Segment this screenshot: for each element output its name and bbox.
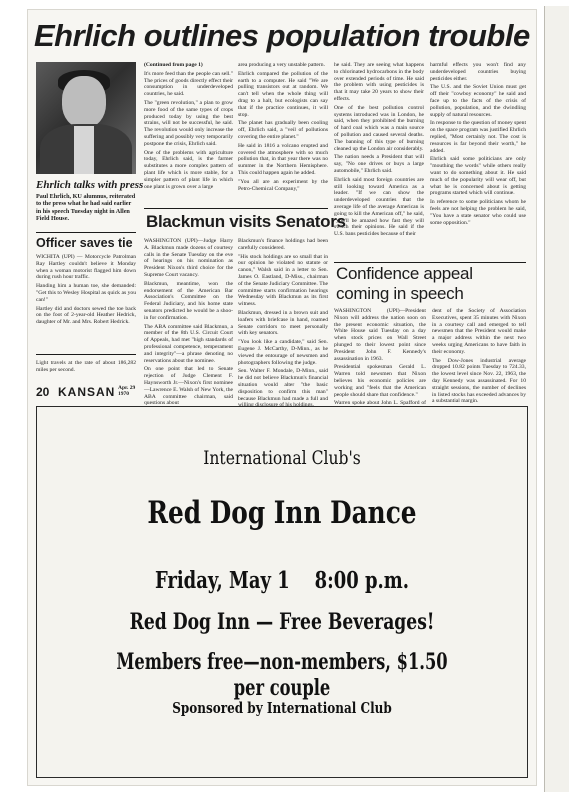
officer-top-rule [36, 232, 136, 233]
officer-headline: Officer saves tie [36, 236, 133, 250]
confidence-headline-line-2: coming in speech [336, 284, 464, 303]
blackmun-column-2: Blackmun's finance holdings had been carefully considered. "His stock holdings are so small that in our opinion he violated no statute or canon," Walsh said in a letter to Sen. James O. Eastland, D-Miss., chairman of the Senate Judiciary Committee. The committee starts confirmation hearings Wednesday with Blackmun as its first witness. Blackmun, dressed in a brown suit and loafers with briefcase in hand, roamed Senate corridors to meet personally with key senators. "You look like a candidate," said Sen. Eugene J. McCarthy, D-Minn., as he viewed the entourage of newsmen and photographers following the judge. Sen. Walter F. Mondale, D-Minn., said he did not believe Blackmun's financial situation would alter "the basic disposition to confirm this man" because Blackmun had made a full and [238, 238, 328, 402]
confidence-headline-line-1: Confidence appeal [336, 264, 473, 283]
page-folio [36, 384, 144, 400]
page-number: 20 [36, 385, 50, 399]
blackmun-column-1: WASHINGTON (UPI)—Judge Harry A. Blackmun made dozens of courtesy calls in the Senate Tuesday on the eve of hearings on his nomination as President Nixon's third choice for the Supreme Court vacancy. Blackmun, meantime, won the endorsement of the American Bar Association's Committee on the Federal Judiciary, and his home state senators predicted he would be a shoo-in for confirmation. The ABA committee said Blackmun, a member of the 8th U.S. Circuit Court of Appeals, had met "high standards of professional competence, temperament and integrity"—a phrase denoting no reservations about the nominee. On one point that led to Senate rejection of Judge Clement F. Haynsworth Jr.—Nixon's first nominee—Lawrence E. Walsh of New York, the ABA committee chairman, said questions about [144, 238, 233, 407]
confidence-column-2: dent of the Society of Association Executives, spent 35 minutes with Nixon in a courtesy call and emerged to tell newsmen that the President would make a major address within the next two weeks urging Americans to have faith in their economy. The Dow-Jones industrial average dropped 10.82 points Tuesday to 724.33, the lowest level since Nov. 22, 1963, the day Kennedy was assassinated. For 10 straight sessions, the number of declines in listed stocks has exceeded advances by a substantial margin. [432, 308, 526, 405]
ad-event-title: Red Dog Inn Dance [147, 495, 417, 531]
photo-caption-text: Paul Ehrlich, KU alumnus, reiterated to the press what he had said earlier in his speech Tuesday night in Allen Field House. [36, 193, 136, 223]
ad-date-time: Friday, May 1 8:00 p.m. [154, 567, 410, 594]
dance-advertisement [36, 406, 528, 778]
ehrlich-column-4: harmful effects you won't find any underdeveloped countries buying pesticides either. The U.S. and the Soviet Union must get off their "cowboy economy" he said and face up to the facts of the crisis of pollution, population, and the dwindling supply of natural resources. In response to the question of money spent on the space program was justified Ehrlich replied, "Most certainly not. The cost is resources is far beyond their worth," he added. Ehrlich said some politicians are only "mouthing the words" while others really want to do something about it. He said much of the popularity will wear off, but what he is concerned about is getting programs started which will continue. In reference to some politicians whom he feels are not helping the problem he said, "You have a state senator who could use some opposition." [430, 62, 526, 226]
ehrlich-column-1: (Continued from page 1) It's more feed than the people can sell." The prices of goods directly effect their consumption in underdeveloped countries, he said. The "green revolution," a plan to grow more food of the same types of crops produced today by using the best strains, will not be successful, he said. The revolution would only increase the suffering and possibly very temporarily postpone the crisis, Ehrlich said. One of the problems with agriculture today, Ehrlich said, is the farmer substitutes a more complex pattern of plant life which is more stable, for a simpler pattern of plant life in which one plant is grown over a large [144, 62, 233, 190]
ad-club-name: International Club's [203, 447, 361, 469]
confidence-headline [336, 264, 473, 304]
newspaper-name: KANSAN [58, 385, 116, 399]
officer-story: WICHITA (UPI) — Motorcycle Patrolman Ray Hartley couldn't believe it Monday when a woman motorist flagged him down during rush hour traffic. Handing him a human toe, she demanded: "Get this to Wesley Hospital as quick as you can!" Hartley did and doctors sewed the toe back on the foot of 2-year-old Heather Hedrick, daughter of Mr. and Mrs. Robert Hedrick. [36, 254, 136, 326]
ad-pricing: Members free—non-members, $1.50 per couple [116, 649, 448, 701]
ad-venue: Red Dog Inn — Free Beverages! [129, 609, 435, 635]
photo-caption-title: Ehrlich talks with press [36, 179, 144, 191]
ehrlich-column-2: area producing a very unstable pattern. Ehrlich compared the pollution of the earth to a computer. He said "We are pulling transistors out at random. We can't tell when the whole thing will drag to a halt, but ecologists can say that if the practice continues, it will stop. The planet has gradually been cooling off, Ehrlich said, a "veil of pollutions covering the entire planet." He said in 1816 a volcano erupted and covered the atmosphere with so much pollution that, in that year there was no summer in the Northern Hemisphere. This could happen again he added. "You all are an experiment by the Petro-Chemical Company," [238, 62, 328, 192]
ehrlich-column-3: he said. They are seeing what happens to chlorinated hydrocarbons in the body over extended periods of time. He said the problem with using pesticides is that it may take 20 years to show their effects. One of the best pollution control systems introduced was in London, he said, when they prohibited the burning of hard coal which was a main source of pollution and caused several deaths. The banning of this type of burning cleaned up the London air considerably. The nation needs a President that will say, "No one drives or buys a large automobile," Ehrlich said. Ehrlich said most foreign countries are still looking toward America as a leader. "If we can show the underdeveloped countries that the average life of the average American is going to kill the American off," he said, "you'll be amazed how fast they will switch their opinions. He said if the U.S. bans pesticides because of their [334, 62, 424, 238]
newspaper-page [28, 10, 536, 785]
blackmun-headline: Blackmun visits Senators [146, 212, 346, 231]
filler-rule [36, 354, 136, 355]
ehrlich-photo [36, 62, 136, 174]
issue-date: Apr. 29 1970 [118, 385, 136, 397]
filler-item: Light travels at the rate of about 186,282 miles per second. [36, 360, 136, 373]
ad-sponsor: Sponsored by International Club [172, 699, 392, 717]
confidence-column-1: WASHINGTON (UPI)—President Nixon will address the nation soon on the present economic situation, the White House said Tuesday on a day when stock prices on Wall Street plunged to their lowest point since President John F. Kennedy's assassination in 1963. Presidential spokesman Gerald L. Warren told newsmen that Nixon believes his economic policies are working and "feels that the American people should share that confidence." Warren spoke about John L. Spafford of [334, 308, 426, 407]
page-headline: Ehrlich outlines population trouble [34, 18, 530, 53]
adjacent-page-edge [544, 6, 569, 792]
confidence-top-rule [334, 262, 526, 263]
blackmun-top-rule [144, 208, 328, 209]
